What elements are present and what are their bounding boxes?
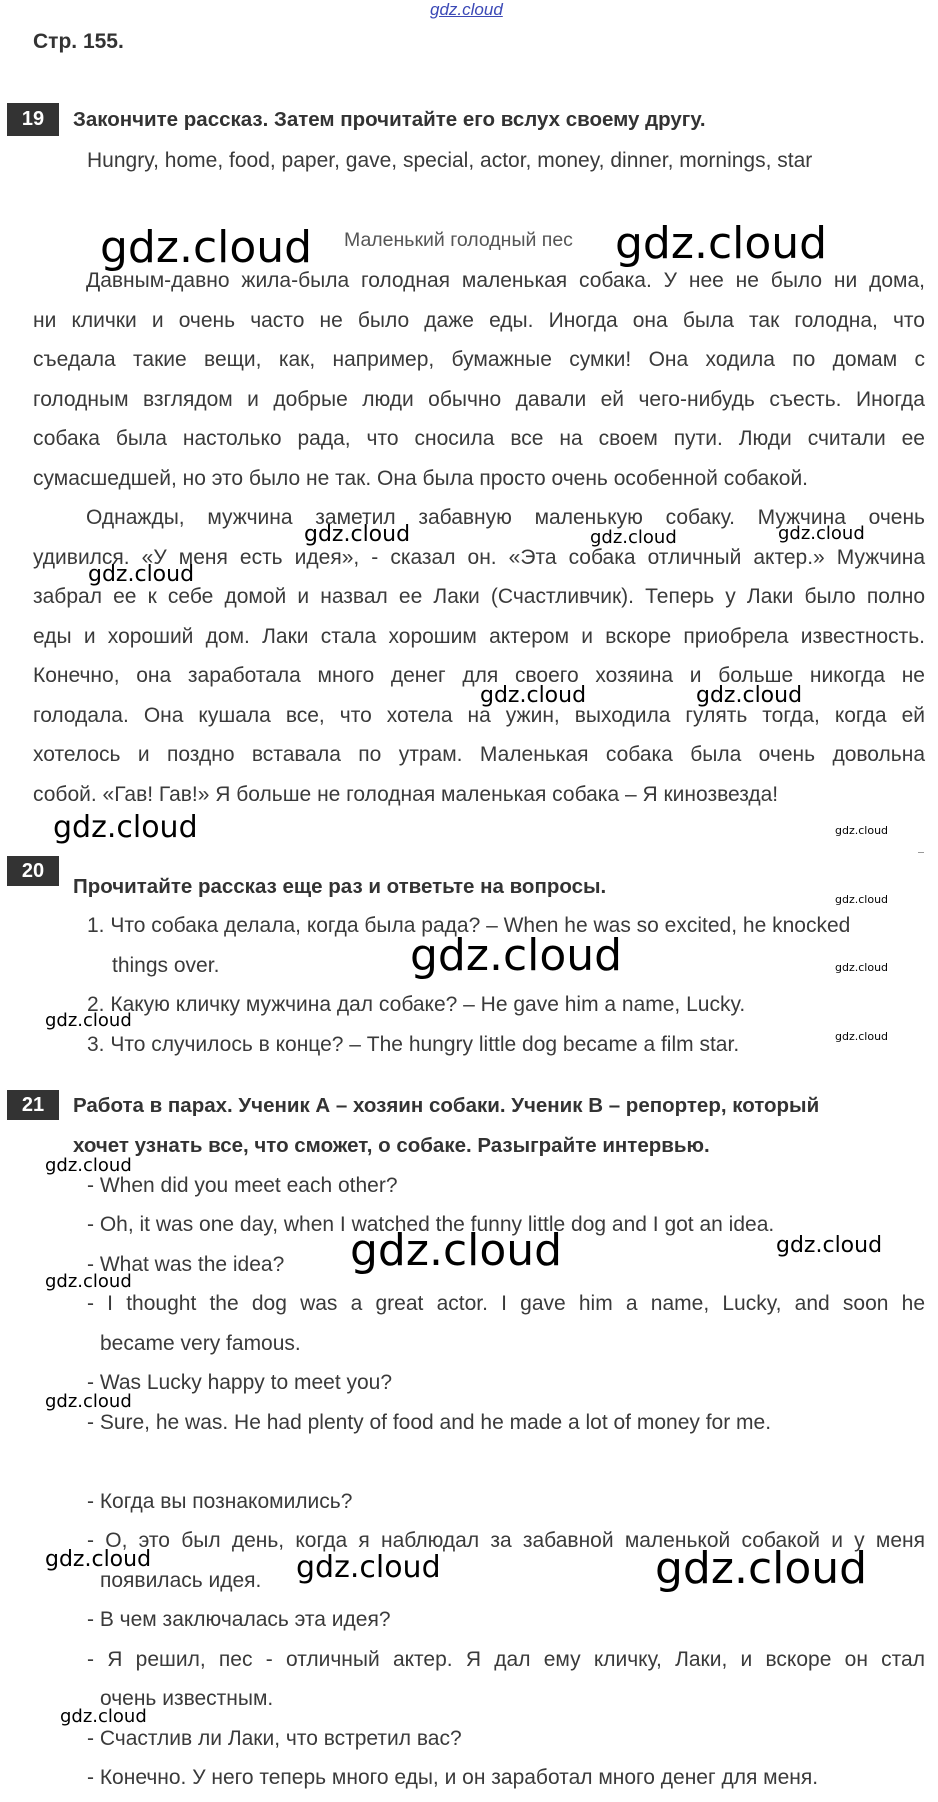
dialogue-line: - When did you meet each other?	[87, 1174, 398, 1197]
dialogue-line: - Счастлив ли Лаки, что встретил вас?	[87, 1727, 462, 1750]
question-3: 3. Что случилось в конце? – The hungry little dog became a film star.	[87, 1033, 740, 1056]
text-line: Однажды, мужчина заметил забавную маленькую собаку. Мужчина очень	[86, 506, 925, 529]
task-21-instruction-line-2: хочет узнать все, что сможет, о собаке. Разыграйте интервью.	[73, 1134, 710, 1157]
text-line: хотелось и поздно вставала по утрам. Маленькая собака была очень довольна	[33, 743, 925, 766]
watermark: gdz.cloud	[835, 961, 889, 974]
text-line: забрал ее к себе домой и назвал ее Лаки (Счастливчик). Теперь у Лаки было полно	[33, 585, 925, 608]
divider	[918, 852, 924, 853]
dialogue-line: - What was the idea?	[87, 1253, 285, 1276]
watermark: gdz.cloud	[45, 1155, 132, 1176]
dialogue-line: became very famous.	[100, 1332, 301, 1355]
task-20-instruction: Прочитайте рассказ еще раз и ответьте на вопросы.	[73, 875, 607, 898]
watermark: gdz.cloud	[776, 1233, 883, 1258]
dialogue-line: - Sure, he was. He had plenty of food and he made a lot of money for me.	[87, 1411, 772, 1434]
watermark: gdz.cloud	[296, 1550, 441, 1585]
watermark: gdz.cloud	[53, 810, 198, 845]
text-line: Конечно, она заработала много денег для своего хозяина и больше никогда не	[33, 664, 925, 687]
story-paragraph-2	[33, 498, 925, 814]
watermark: gdz.cloud	[696, 683, 803, 708]
task-21-badge: 21	[7, 1090, 59, 1120]
dialogue-line: - Конечно. У него теперь много еды, и он заработал много денег для меня.	[87, 1766, 819, 1789]
dialogue-line: - Когда вы познакомились?	[87, 1490, 353, 1513]
watermark: gdz.cloud	[778, 523, 865, 544]
text-line: Давным-давно жила-была голодная маленькая собака. У нее не было ни дома,	[86, 269, 925, 292]
story-title: Маленький голодный пес	[344, 229, 573, 251]
dialogue-line: - Oh, it was one day, when I watched the funny little dog and I got an idea.	[87, 1213, 775, 1236]
dialogue-line: очень известным.	[100, 1687, 274, 1710]
dialogue-line: - В чем заключалась эта идея?	[87, 1608, 391, 1631]
task-19-badge: 19	[7, 103, 59, 136]
task-19-word-list: Hungry, home, food, paper, gave, special, actor, money, dinner, mornings, star	[87, 149, 813, 172]
question-2: 2. Какую кличку мужчина дал собаке? – He gave him a name, Lucky.	[87, 993, 746, 1016]
watermark: gdz.cloud	[60, 1706, 147, 1727]
watermark: gdz.cloud	[350, 1225, 563, 1276]
text-line: ни клички и очень часто не было даже еды. Иногда она была так голодна, что	[33, 308, 925, 332]
text-line: удивился. «У меня есть идея», - сказал он. «Эта собака отличный актер.» Мужчина	[33, 545, 925, 569]
watermark: gdz.cloud	[45, 1271, 132, 1292]
page-number: Стр. 155.	[33, 30, 124, 53]
watermark: gdz.cloud	[835, 824, 889, 837]
text-line: съедала такие вещи, как, например, бумажные сумки! Она ходила по домам с	[33, 348, 925, 371]
text-line: собака была настолько рада, что сносила все на своем пути. Люди считали ее	[33, 427, 925, 450]
task-20-badge: 20	[7, 856, 59, 886]
dialogue-line: - О, это был день, когда я наблюдал за забавной маленькой собакой и у меня	[87, 1529, 925, 1552]
dialogue-line: - Я решил, пес - отличный актер. Я дал ему кличку, Лаки, и вскоре он стал	[87, 1648, 925, 1671]
story-paragraph-1	[33, 261, 925, 498]
question-1-cont: things over.	[112, 954, 220, 977]
text-line: голодным взглядом и добрые люди обычно давали ей чего-нибудь съесть. Иногда	[33, 387, 925, 411]
task-21-instruction-line-1: Работа в парах. Ученик А – хозяин собаки. Ученик В – репортер, который	[73, 1094, 820, 1117]
watermark: gdz.cloud	[835, 1030, 889, 1043]
watermark: gdz.cloud	[45, 1547, 152, 1572]
dialogue-line: появилась идея.	[100, 1569, 262, 1592]
watermark: gdz.cloud	[45, 1010, 132, 1031]
dialogue-line: - I thought the dog was a great actor. I gave him a name, Lucky, and soon he	[87, 1292, 925, 1315]
watermark: gdz.cloud	[590, 527, 677, 548]
watermark: gdz.cloud	[410, 930, 623, 981]
text-line: собой. «Гав! Гав!» Я больше не голодная маленькая собака – Я кинозвезда!	[33, 782, 779, 806]
top-watermark: gdz.cloud	[430, 0, 503, 19]
watermark: gdz.cloud	[88, 562, 195, 587]
task-19-instruction: Закончите рассказ. Затем прочитайте его вслух своему другу.	[73, 108, 706, 131]
watermark: gdz.cloud	[655, 1543, 868, 1594]
watermark: gdz.cloud	[304, 522, 411, 547]
watermark: gdz.cloud	[480, 683, 587, 708]
watermark: gdz.cloud	[100, 222, 313, 273]
dialogue-line: - Was Lucky happy to meet you?	[87, 1371, 393, 1394]
text-line: еды и хороший дом. Лаки стала хорошим актером и вскоре приобрела известность.	[33, 624, 925, 648]
text-line: голодала. Она кушала все, что хотела на ужин, выходила гулять тогда, когда ей	[33, 703, 925, 727]
watermark: gdz.cloud	[835, 893, 889, 906]
question-1: 1. Что собака делала, когда была рада? – When he was so excited, he knocked	[87, 914, 851, 937]
watermark: gdz.cloud	[615, 218, 828, 269]
text-line: сумасшедшей, но это было не так. Она была просто очень особенной собакой.	[33, 466, 809, 490]
watermark: gdz.cloud	[45, 1391, 132, 1412]
